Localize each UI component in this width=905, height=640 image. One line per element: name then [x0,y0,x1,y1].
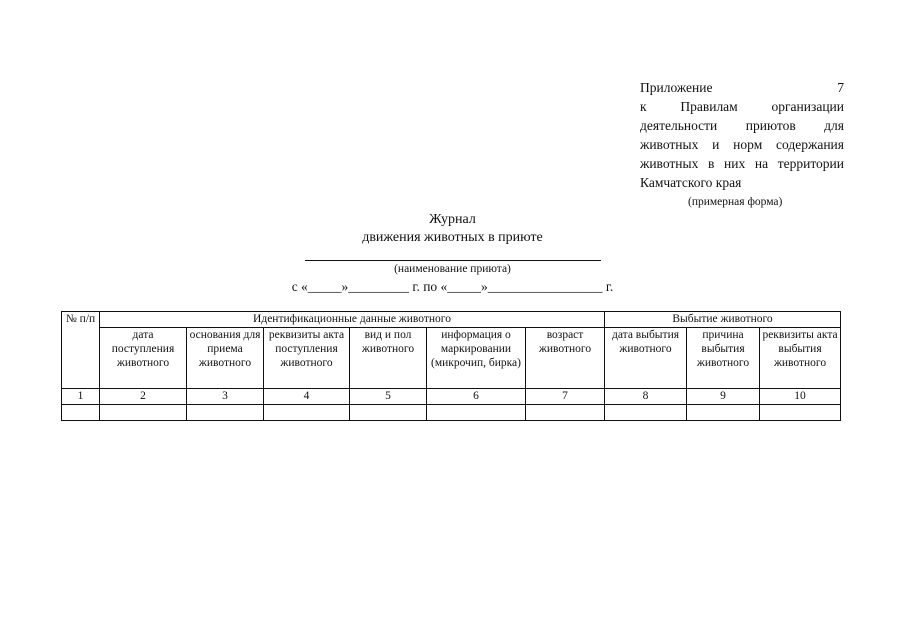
empty-cell[interactable] [187,405,264,421]
empty-cell[interactable] [62,405,100,421]
empty-entry-row [62,405,841,421]
journal-table [61,311,841,421]
appendix-line: к Правилам организации [640,99,844,114]
appendix-line: Камчатского края [640,175,742,190]
empty-cell[interactable] [264,405,350,421]
journal-title: Журнал [429,212,476,227]
header-marking-info: информация о маркировании (микрочип, бирка) [427,328,526,389]
empty-cell[interactable] [526,405,605,421]
column-number-row [62,389,841,405]
column-number: 9 [687,389,760,405]
appendix-line: деятельности приютов для [640,118,844,133]
appendix-line: Приложение 7 [640,80,844,95]
empty-cell[interactable] [427,405,526,421]
appendix-line: животных в них на территории [640,156,844,171]
header-departure-date: дата выбытия животного [605,328,687,389]
column-number: 5 [350,389,427,405]
header-number: № п/п [62,312,100,389]
header-arrival-act: реквизиты акта поступления животного [264,328,350,389]
empty-cell[interactable] [605,405,687,421]
empty-cell[interactable] [760,405,841,421]
column-number: 1 [62,389,100,405]
header-identification-group: Идентификационные данные животного [100,312,605,328]
period-line: с «_____»_________ г. по «_____»_________________ г. [291,279,614,294]
shelter-name-line [305,260,601,261]
header-species-sex: вид и пол животного [350,328,427,389]
header-departure-act: реквизиты акта выбытия животного [760,328,841,389]
header-age: возраст животного [526,328,605,389]
empty-cell[interactable] [350,405,427,421]
header-departure-reason: причина выбытия животного [687,328,760,389]
column-number: 8 [605,389,687,405]
header-departure-group: Выбытие животного [605,312,841,328]
header-arrival-date: дата поступления животного [100,328,187,389]
journal-subtitle: движения животных в приюте [362,230,543,245]
header-admission-grounds: основания для приема животного [187,328,264,389]
column-number: 6 [427,389,526,405]
column-number: 4 [264,389,350,405]
shelter-name-caption: (наименование приюта) [394,263,511,275]
column-number: 2 [100,389,187,405]
appendix-line: животных и норм содержания [640,137,844,152]
column-number: 10 [760,389,841,405]
empty-cell[interactable] [100,405,187,421]
form-type-note: (примерная форма) [688,196,783,208]
appendix-block [640,78,844,192]
column-number: 7 [526,389,605,405]
empty-cell[interactable] [687,405,760,421]
column-number: 3 [187,389,264,405]
